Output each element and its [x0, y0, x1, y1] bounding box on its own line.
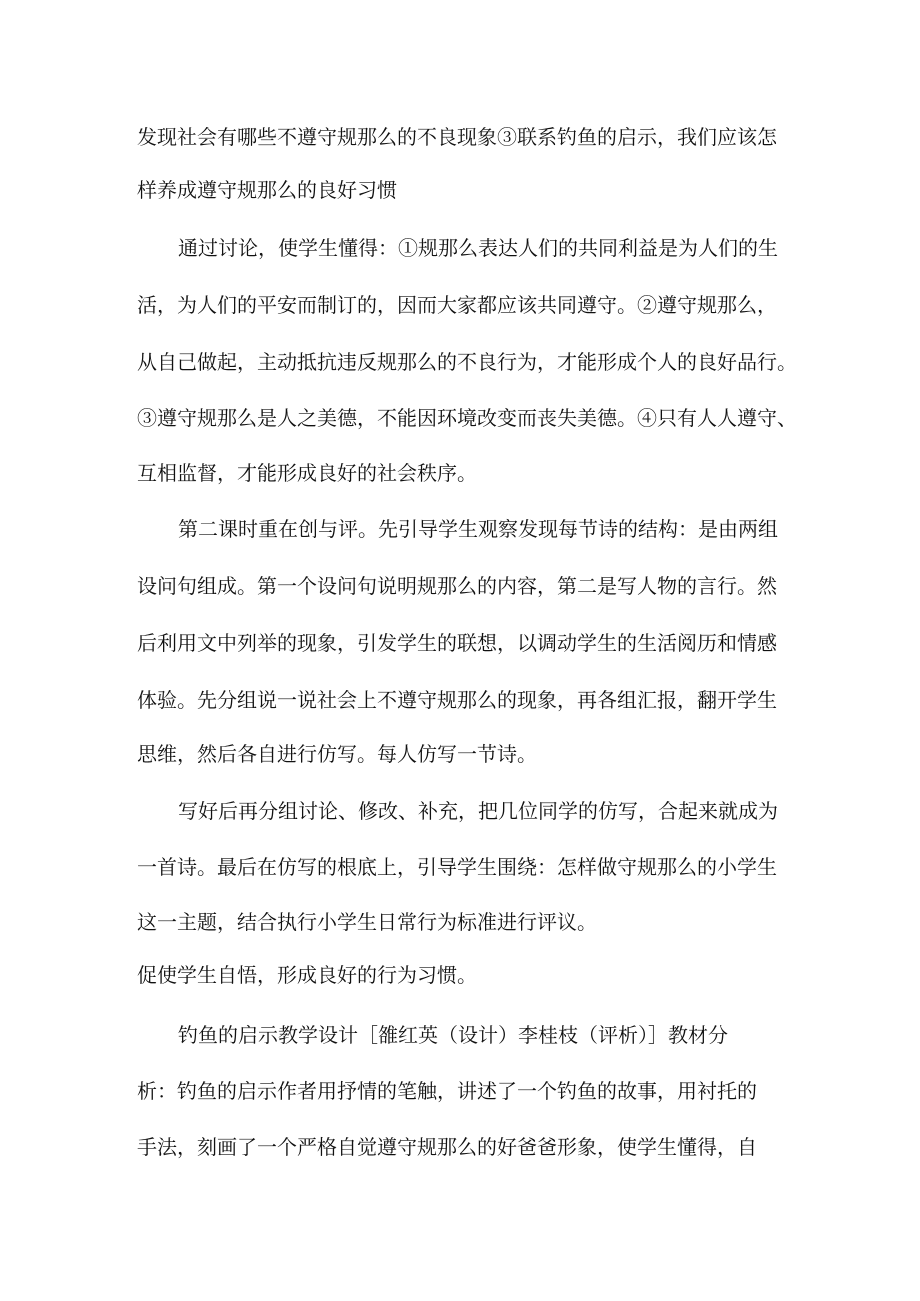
- text-line: 促使学生自悟，形成良好的行为习惯。: [137, 963, 477, 987]
- text-line: 析：钓鱼的启示作者用抒情的笔触，讲述了一个钓鱼的故事，用衬托的: [137, 1079, 757, 1103]
- paragraph-start-line: 第二课时重在创与评。先引导学生观察发现每节诗的结构：是由两组: [178, 517, 778, 541]
- text-line: 一首诗。最后在仿写的根底上，引导学生围绕：怎样做守规那么的小学生: [137, 855, 777, 879]
- text-line: 设问句组成。第一个设问句说明规那么的内容，第二是写人物的言行。然: [137, 574, 777, 598]
- paragraph-start-line: 钓鱼的启示教学设计［雒红英（设计）李桂枝（评析）］教材分: [178, 1023, 728, 1047]
- text-line: 体验。先分组说一说社会上不遵守规那么的现象，再各组汇报，翻开学生: [137, 688, 777, 712]
- text-line: 思维，然后各自进行仿写。每人仿写一节诗。: [137, 742, 537, 766]
- text-line: 手法，刻画了一个严格自觉遵守规那么的好爸爸形象，使学生懂得，自: [137, 1135, 757, 1159]
- text-line: 发现社会有哪些不遵守规那么的不良现象③联系钓鱼的启示，我们应该怎: [137, 125, 777, 149]
- text-line: 互相监督，才能形成良好的社会秩序。: [137, 461, 477, 485]
- paragraph-start-line: 写好后再分组讨论、修改、补充，把几位同学的仿写，合起来就成为: [178, 799, 778, 823]
- text-line: 后利用文中列举的现象，引发学生的联想，以调动学生的生活阅历和情感: [137, 631, 777, 655]
- text-line: 这一主题，结合执行小学生日常行为标准进行评议。: [137, 910, 597, 934]
- text-line: 样养成遵守规那么的良好习惯: [137, 178, 397, 202]
- text-line: 活，为人们的平安而制订的，因而大家都应该共同遵守。②遵守规那么，: [137, 293, 777, 317]
- paragraph-start-line: 通过讨论，使学生懂得：①规那么表达人们的共同利益是为人们的生: [178, 236, 778, 260]
- text-line: ③遵守规那么是人之美德，不能因环境改变而丧失美德。④只有人人遵守、: [137, 406, 797, 430]
- text-line: 从自己做起，主动抵抗违反规那么的不良行为，才能形成个人的良好品行。: [137, 350, 797, 374]
